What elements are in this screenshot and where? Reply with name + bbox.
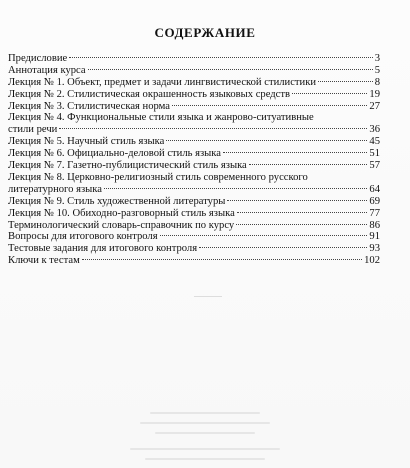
toc-dot-leader xyxy=(166,140,367,141)
toc-entry-text: Лекция № 3. Стилистическая норма xyxy=(8,100,170,112)
toc-page-number: 8 xyxy=(374,76,380,88)
toc-page-number: 19 xyxy=(369,88,380,100)
toc-entry-preface xyxy=(8,53,380,65)
toc-dot-leader xyxy=(59,128,367,129)
toc-entry-text: Лекция № 2. Стилистическая окрашенность языковых средств xyxy=(8,88,291,100)
bleed-through-mark xyxy=(130,448,280,450)
toc-entry-text: Лекция № 1. Объект, предмет и задачи лингвистической стилистики xyxy=(8,76,317,88)
toc-page-number: 5 xyxy=(374,64,380,76)
toc-page-number: 86 xyxy=(369,219,380,231)
toc-dot-leader xyxy=(292,93,367,94)
toc-dot-leader xyxy=(160,235,368,236)
toc-entry-glossary xyxy=(8,220,380,232)
toc-entry-lecture-10 xyxy=(8,208,380,220)
toc-entry-text: Тестовые задания для итогового контроля xyxy=(8,243,198,255)
toc-dot-leader xyxy=(82,259,362,260)
toc-entry-text: Терминологический словарь-справочник по курсу xyxy=(8,219,235,231)
toc-entry-text: стили речи xyxy=(8,124,58,136)
toc-page-number: 36 xyxy=(369,124,380,136)
toc-dot-leader xyxy=(69,57,372,58)
toc-entry-text: Лекция № 6. Официально-деловой стиль языка xyxy=(8,148,221,160)
toc-entry-lecture-5 xyxy=(8,136,380,148)
toc-entry-text: литературного языка xyxy=(8,183,102,195)
table-of-contents xyxy=(8,53,380,267)
toc-entry-lecture-3 xyxy=(8,101,380,113)
toc-entry-text: Вопросы для итогового контроля xyxy=(8,231,158,243)
toc-entry-tests xyxy=(8,243,380,255)
toc-page-number: 57 xyxy=(369,160,380,172)
toc-entry-text: Лекция № 10. Обиходно-разговорный стиль языка xyxy=(8,207,235,219)
toc-dot-leader xyxy=(318,81,373,82)
toc-page-number: 51 xyxy=(369,148,380,160)
page-title: СОДЕРЖАНИЕ xyxy=(154,25,256,40)
toc-entry-lecture-8 xyxy=(8,184,380,196)
toc-dot-leader xyxy=(88,69,373,70)
toc-page-number: 77 xyxy=(369,207,380,219)
toc-dot-leader xyxy=(223,152,367,153)
bleed-through-mark xyxy=(150,412,260,414)
bleed-through-mark xyxy=(145,458,265,460)
toc-dot-leader xyxy=(199,247,367,248)
toc-entry-text: Лекция № 7. Газетно-публицистический стиль языка xyxy=(8,160,247,172)
toc-entry-lecture-9 xyxy=(8,196,380,208)
toc-dot-leader xyxy=(249,164,368,165)
toc-page-number: 69 xyxy=(369,195,380,207)
toc-page-number: 102 xyxy=(364,255,380,267)
toc-entry-text: Аннотация курса xyxy=(8,64,86,76)
toc-page-number: 45 xyxy=(369,136,380,148)
toc-entry-text: Ключи к тестам xyxy=(8,255,80,267)
toc-entry-annotation xyxy=(8,65,380,77)
toc-entry-lecture-4-line1: Лекция № 4. Функциональные стили языка и жанрово-ситуативные xyxy=(8,112,314,124)
toc-entry-text: Предисловие xyxy=(8,53,68,64)
faint-separator xyxy=(194,296,222,297)
toc-entry-lecture-1 xyxy=(8,77,380,89)
toc-page-number: 27 xyxy=(369,100,380,112)
toc-dot-leader xyxy=(172,105,367,106)
bleed-through-mark xyxy=(155,432,255,434)
toc-dot-leader xyxy=(227,200,367,201)
toc-entry-lecture-7 xyxy=(8,160,380,172)
toc-dot-leader xyxy=(236,224,367,225)
toc-page-number: 64 xyxy=(369,183,380,195)
toc-entry-lecture-2 xyxy=(8,89,380,101)
toc-entry-answer-keys xyxy=(8,255,380,267)
toc-page-number: 93 xyxy=(369,243,380,255)
toc-entry-questions xyxy=(8,231,380,243)
toc-page-number: 3 xyxy=(374,53,380,64)
toc-entry-lecture-4 xyxy=(8,124,380,136)
toc-page-number: 91 xyxy=(369,231,380,243)
toc-entry-lecture-8-line1: Лекция № 8. Церковно-религиозный стиль современного русского xyxy=(8,171,308,183)
toc-entry-text: Лекция № 9. Стиль художественной литературы xyxy=(8,195,226,207)
toc-dot-leader xyxy=(104,188,367,189)
toc-dot-leader xyxy=(237,212,368,213)
toc-entry-text: Лекция № 5. Научный стиль языка xyxy=(8,136,165,148)
toc-entry-lecture-6 xyxy=(8,148,380,160)
bleed-through-mark xyxy=(140,422,270,424)
